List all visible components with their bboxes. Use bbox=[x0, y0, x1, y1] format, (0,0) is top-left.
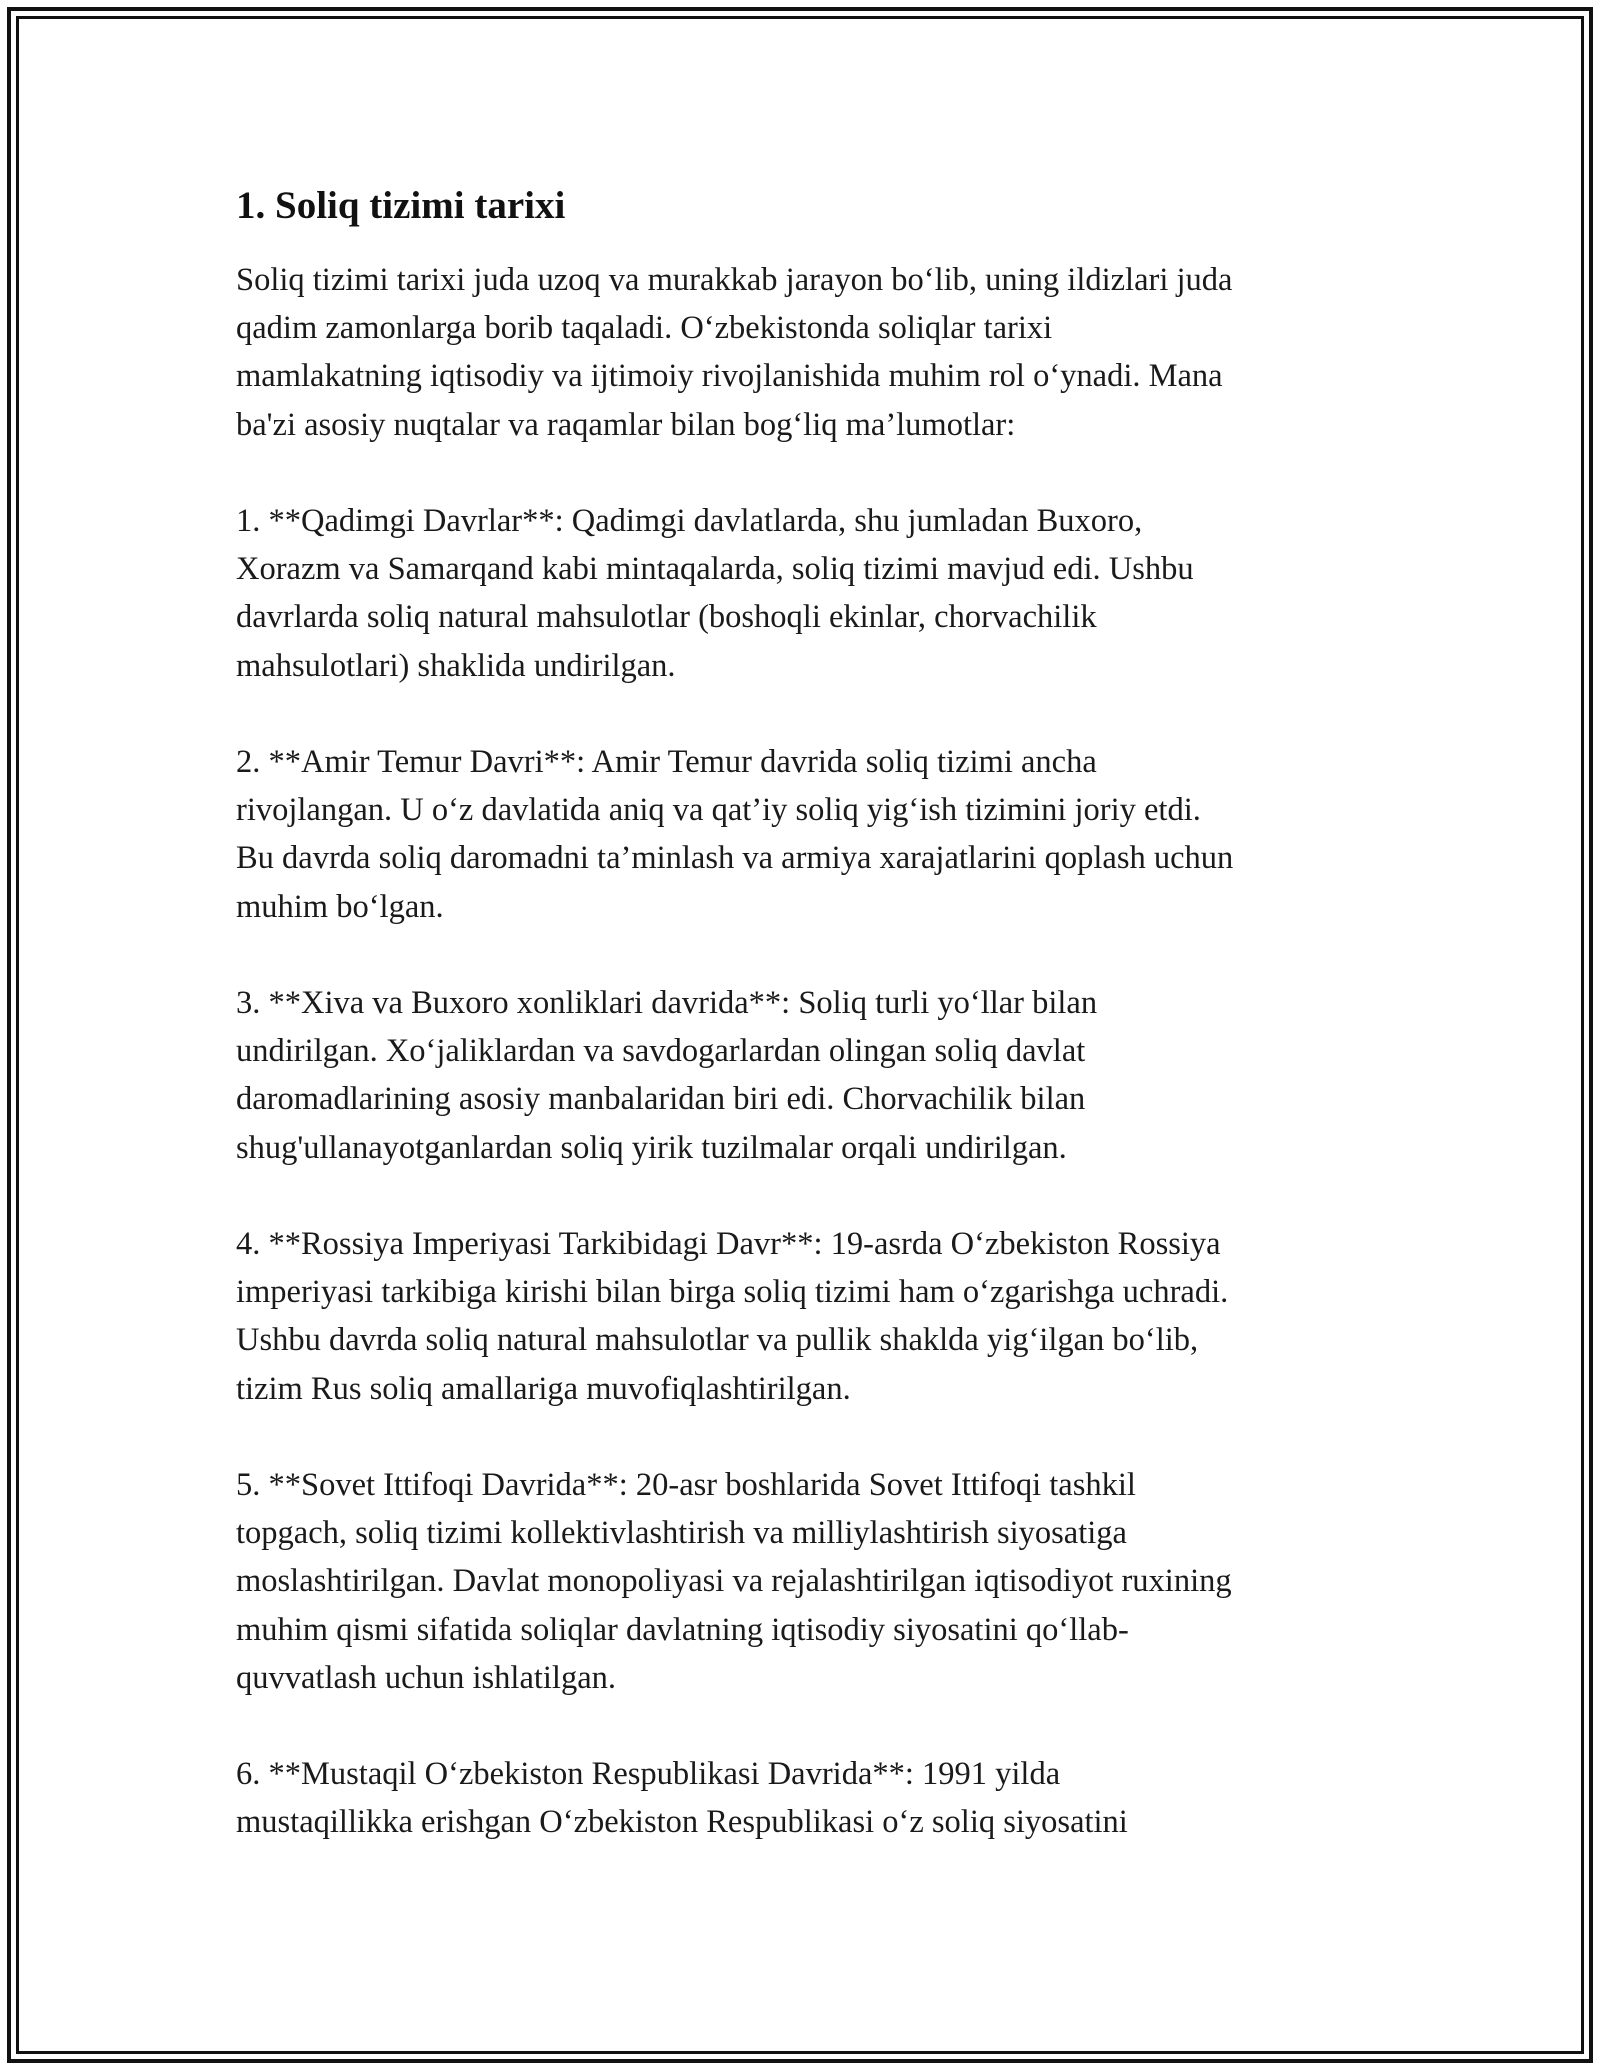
list-item-xiva-buxoro-xonliklari: 3. **Xiva va Buxoro xonliklari davrida**: Soliq turli yo‘llar bilan undirilgan. Xo‘jaliklardan va savdogarlardan olingan soliq davlat daromadlarining asosiy manbalaridan biri edi. Chorvachilik bilan shug'ullanayotganlardan soliq yirik tuzilmalar orqali undirilgan. bbox=[236, 985, 1098, 1166]
list-item-qadimgi-davrlar: 1. **Qadimgi Davrlar**: Qadimgi davlatlarda, shu jumladan Buxoro, Xorazm va Samarqand kabi mintaqalarda, soliq tizimi mavjud edi. Ushbu davrlarda soliq natural mahsulotlar (boshoqli ekinlar, chorvachilik mahsulotlari) shaklida undirilgan. bbox=[236, 503, 1194, 684]
list-item-rossiya-imperiyasi: 4. **Rossiya Imperiyasi Tarkibidagi Davr**: 19-asrda O‘zbekiston Rossiya imperiyasi tarkibiga kirishi bilan birga soliq tizimi ham o‘zgarishga uchradi. Ushbu davrda soliq natural mahsulotlar va pullik shaklda yig‘ilgan bo‘lib, tizim Rus soliq amallariga muvofiqlashtirilgan. bbox=[236, 1226, 1229, 1407]
intro-paragraph: Soliq tizimi tarixi juda uzoq va murakkab jarayon bo‘lib, uning ildizlari juda qadim zamonlarga borib taqaladi. O‘zbekistonda soliqlar tarixi mamlakatning iqtisodiy va ijtimoiy rivojlanishida muhim rol o‘ynadi. Mana ba'zi asosiy nuqtalar va raqamlar bilan bog‘liq ma’lumotlar: bbox=[236, 262, 1233, 443]
page-title: 1. Soliq tizimi tarixi bbox=[236, 184, 566, 227]
list-item-sovet-ittifoqi: 5. **Sovet Ittifoqi Davrida**: 20-asr boshlarida Sovet Ittifoqi tashkil topgach, soliq tizimi kollektivlashtirish va milliylashtirish siyosatiga moslashtirilgan. Davlat monopoliyasi va rejalashtirilgan iqtisodiyot ruxining muhim qismi sifatida soliqlar davlatning iqtisodiy siyosatini qo‘llab- quvvatlash uchun ishlatilgan. bbox=[236, 1467, 1232, 1696]
document-body bbox=[236, 182, 1376, 1895]
list-item-mustaqil-ozbekiston: 6. **Mustaqil O‘zbekiston Respublikasi Davrida**: 1991 yilda mustaqillikka erishgan O‘zbekiston Respublikasi o‘z soliq siyosatini bbox=[236, 1756, 1128, 1841]
list-item-amir-temur-davri: 2. **Amir Temur Davri**: Amir Temur davrida soliq tizimi ancha rivojlangan. U o‘z davlatida aniq va qat’iy soliq yig‘ish tizimini joriy etdi. Bu davrda soliq daromadni ta’minlash va armiya xarajatlarini qoplash uchun muhim bo‘lgan. bbox=[236, 744, 1234, 925]
